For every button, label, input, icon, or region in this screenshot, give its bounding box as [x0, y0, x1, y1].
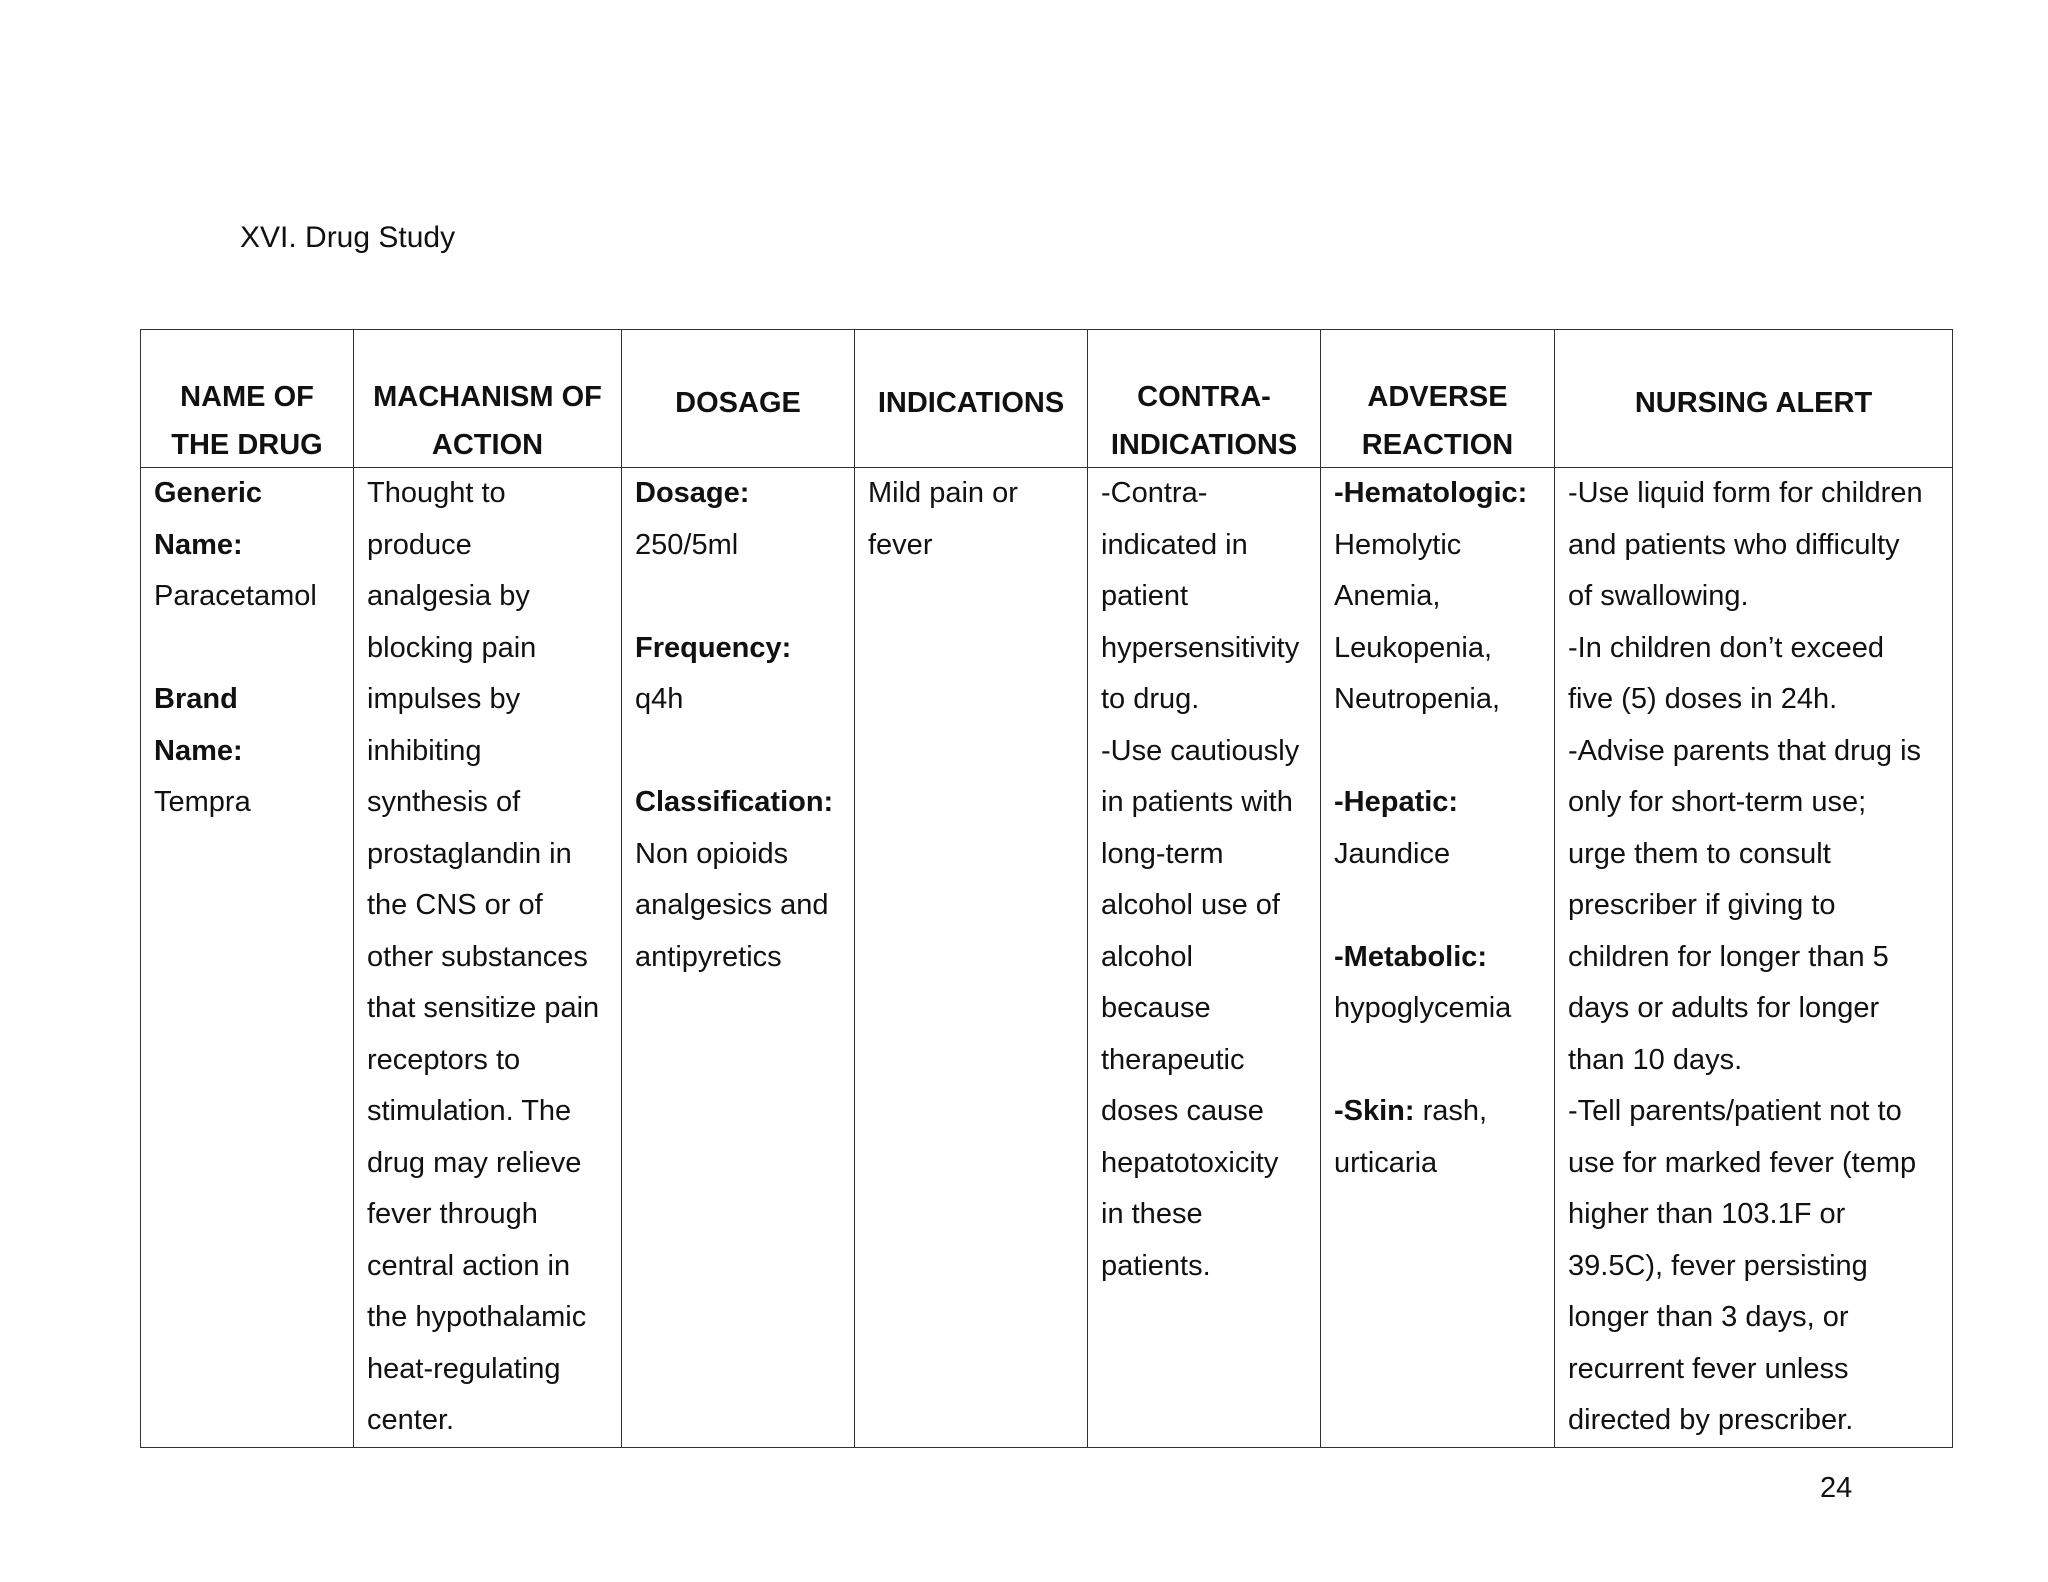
header-mechanism: MACHANISM OF ACTION: [354, 330, 622, 468]
generic-name-value: Paracetamol: [154, 580, 317, 612]
header-dosage: DOSAGE: [622, 330, 855, 468]
cell-adverse-reaction: -Hematologic: Hemolytic Anemia, Leukopenia, Neutropenia, -Hepatic: Jaundice -Metabolic: hypoglycemia -Skin: rash, urticaria: [1321, 468, 1555, 1448]
brand-name-value: Tempra: [154, 786, 251, 818]
cell-nursing-alert: -Use liquid form for children and patients who difficulty of swallowing. -In children don’t exceed five (5) doses in 24h. -Advise parents that drug is only for short-term use; urge them to consult prescriber if giving to children for longer than 5 days or adults for longer than 10 days. -Tell parents/patient not to use for marked fever (temp higher than 103.1F or 39.5C), fever persisting longer than 3 days, or recurrent fever unless directed by prescriber.: [1555, 468, 1953, 1448]
dosage-value: 250/5ml: [635, 528, 739, 561]
page-number: 24: [1820, 1472, 1853, 1504]
header-indications: INDICATIONS: [855, 330, 1088, 468]
frequency-value: q4h: [635, 683, 684, 715]
cell-mechanism: Thought to produce analgesia by blocking pain impulses by inhibiting synthesis of prostaglandin in the CNS or of other substances that sensitize pain receptors to stimulation. The drug may relieve fever through central action in the hypothalamic heat-regulating center.: [354, 468, 622, 1448]
header-name-of-drug: NAME OF THE DRUG: [141, 330, 354, 468]
drug-study-table: [140, 329, 1953, 1448]
cell-contraindications: -Contra- indicated in patient hypersensitivity to drug. -Use cautiously in patients with long-term alcohol use of alcohol because therapeutic doses cause hepatotoxicity in these patients.: [1088, 468, 1321, 1448]
header-row: [141, 330, 1953, 468]
cell-dosage: Dosage: 250/5ml Frequency: q4h Classification: Non opioids analgesics and antipyretics: [622, 468, 855, 1448]
header-nursing-alert: NURSING ALERT: [1555, 330, 1953, 468]
table-row: [141, 468, 1953, 1448]
cell-drug-name: Generic Name: Paracetamol Brand Name: Tempra: [141, 468, 354, 1448]
header-adverse-reaction: ADVERSE REACTION: [1321, 330, 1555, 468]
cell-indications: Mild pain or fever: [855, 468, 1088, 1448]
header-contraindications: CONTRA- INDICATIONS: [1088, 330, 1321, 468]
section-title: XVI. Drug Study: [240, 221, 456, 254]
